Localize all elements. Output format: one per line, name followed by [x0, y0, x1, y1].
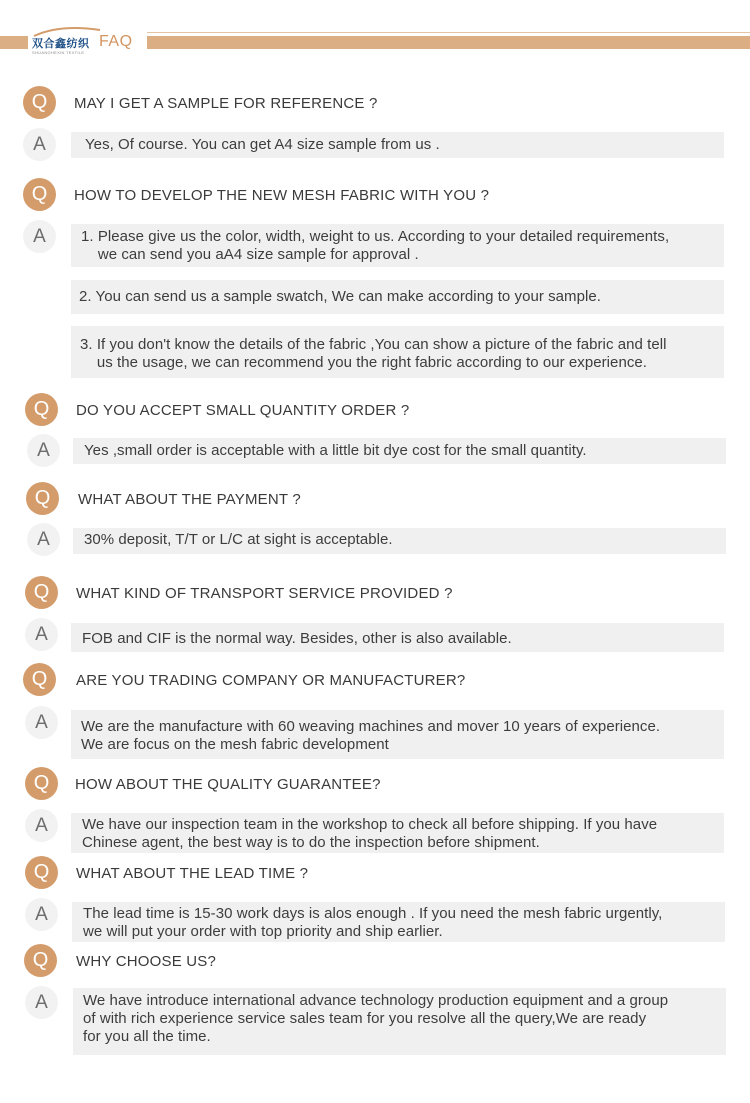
answer-icon: A: [25, 809, 58, 842]
answer-icon: A: [25, 706, 58, 739]
question-icon: Q: [23, 178, 56, 211]
page-header: [0, 22, 750, 58]
question-icon: Q: [23, 663, 56, 696]
question-icon: Q: [24, 944, 57, 977]
answer-text: 30% deposit, T/T or L/C at sight is acceptable.: [84, 531, 393, 548]
answer-box: [71, 813, 724, 853]
answer-box: [71, 224, 724, 267]
answer-box: [71, 132, 724, 158]
question-icon: Q: [25, 393, 58, 426]
answer-box: [71, 710, 724, 759]
answer-icon: A: [25, 618, 58, 651]
answer-text: We have our inspection team in the workshop to check all before shipping. If you have Chinese agent, the best way is to do the inspection before shipment.: [82, 816, 658, 851]
answer-box: [71, 623, 724, 652]
answer-text: 3. If you don't know the details of the fabric ,You can show a picture of the fabric and tell us the usage, we can recommend you the right fabric according to our experience.: [80, 336, 667, 371]
question-icon: Q: [26, 482, 59, 515]
answer-icon: A: [23, 220, 56, 253]
answer-box: [71, 326, 724, 378]
answer-text: 2. You can send us a sample swatch, We can make according to your sample.: [79, 288, 601, 305]
answer-text: 1. Please give us the color, width, weight to us. According to your detailed requirements, we can send you aA4 size sample for approval .: [81, 228, 670, 263]
question-icon: Q: [25, 767, 58, 800]
answer-box: [72, 902, 725, 942]
answer-icon: A: [27, 523, 60, 556]
question-text: WHY CHOOSE US?: [76, 953, 217, 970]
question-text: HOW ABOUT THE QUALITY GUARANTEE?: [75, 776, 381, 793]
question-text: WHAT ABOUT THE LEAD TIME ?: [76, 865, 309, 882]
answer-icon: A: [25, 986, 58, 1019]
question-text: ARE YOU TRADING COMPANY OR MANUFACTURER?: [76, 672, 466, 689]
answer-text: FOB and CIF is the normal way. Besides, other is also available.: [82, 630, 512, 647]
answer-text: We are the manufacture with 60 weaving machines and mover 10 years of experience. We are focus on the mesh fabric development: [81, 718, 661, 753]
logo-english-name: SHUANGHEXIN TEXTILE: [32, 50, 85, 55]
question-text: WHAT KIND OF TRANSPORT SERVICE PROVIDED ?: [76, 585, 453, 602]
answer-text: Yes, Of course. You can get A4 size sample from us .: [85, 136, 440, 153]
answer-text: Yes ,small order is acceptable with a little bit dye cost for the small quantity.: [84, 442, 587, 459]
question-icon: Q: [25, 856, 58, 889]
answer-text: We have introduce international advance technology production equipment and a group of with rich experience service sales team for you resolve all the query,We are ready for you all the time.: [83, 992, 669, 1045]
header-bar-left: [0, 36, 28, 49]
answer-box: [73, 438, 726, 464]
header-rule: [147, 32, 750, 33]
answer-icon: A: [27, 434, 60, 467]
question-icon: Q: [25, 576, 58, 609]
answer-icon: A: [25, 898, 58, 931]
answer-text: The lead time is 15-30 work days is alos enough . If you need the mesh fabric urgently, we will put your order with top priority and ship earlier.: [83, 905, 663, 940]
question-text: WHAT ABOUT THE PAYMENT ?: [78, 491, 301, 508]
question-icon: Q: [23, 86, 56, 119]
logo-chinese-name: 双合鑫纺织: [32, 37, 90, 50]
question-text: DO YOU ACCEPT SMALL QUANTITY ORDER ?: [76, 402, 410, 419]
answer-box: [73, 988, 726, 1055]
question-text: MAY I GET A SAMPLE FOR REFERENCE ?: [74, 95, 378, 112]
answer-box: [73, 528, 726, 554]
page-title: FAQ: [99, 33, 133, 50]
answer-box: [71, 280, 724, 314]
answer-icon: A: [23, 128, 56, 161]
header-bar-right: [147, 36, 750, 49]
question-text: HOW TO DEVELOP THE NEW MESH FABRIC WITH YOU ?: [74, 187, 490, 204]
